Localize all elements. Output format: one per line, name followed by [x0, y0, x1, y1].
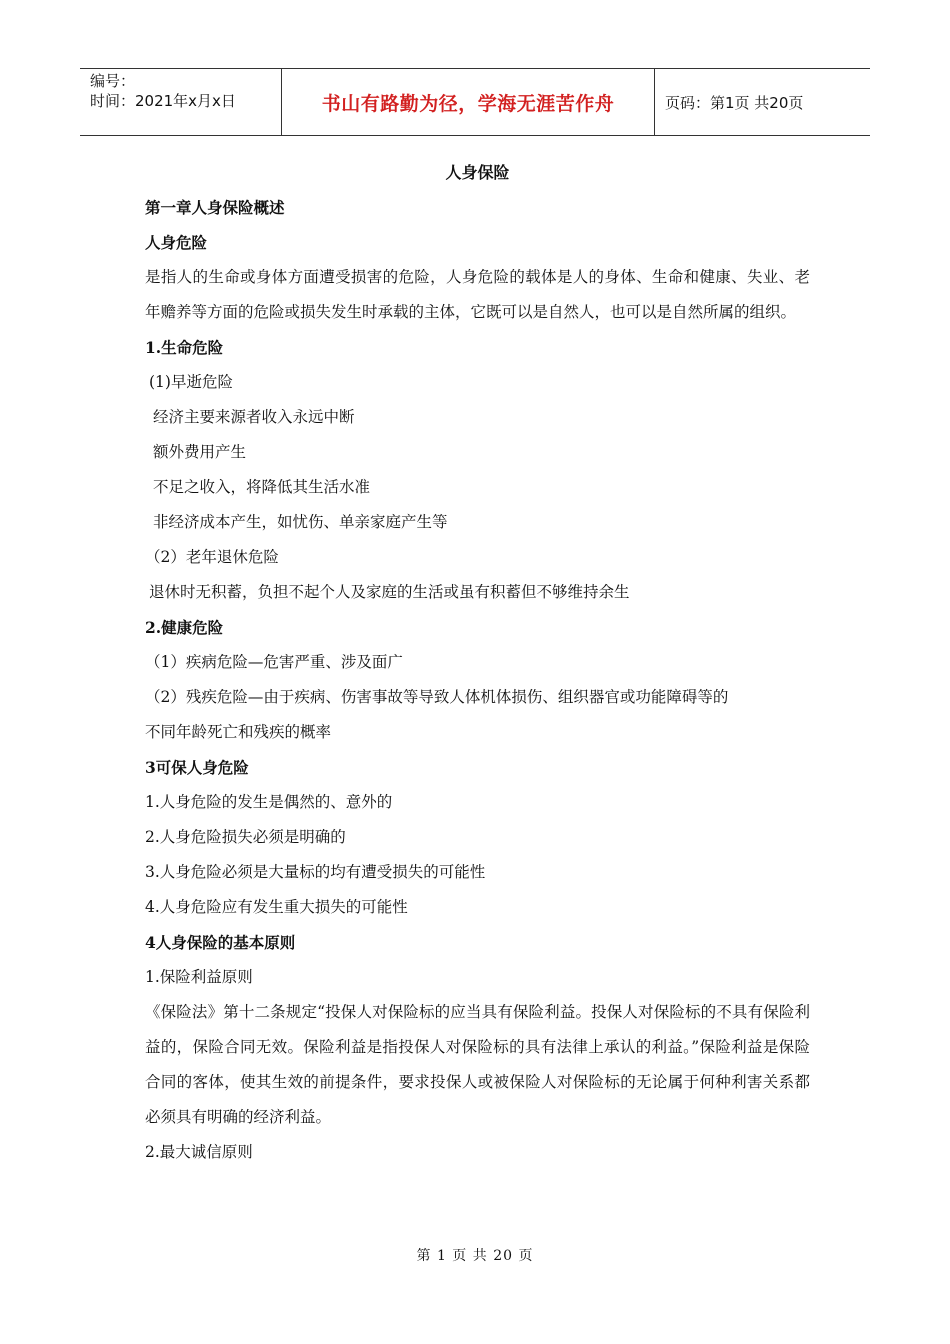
list-item: 3.人身危险必须是大量标的均有遭受损失的可能性 — [145, 863, 486, 881]
time-label: 时间：2021年x月x日 — [90, 92, 236, 110]
subheading-early-death: (1)早逝危险 — [149, 373, 233, 391]
section-heading-insurable-risk: 3可保人身危险 — [145, 758, 249, 777]
serial-label: 编号： — [90, 72, 136, 90]
section-heading-life-risk: 1.生命危险 — [145, 338, 224, 357]
document-title: 人身保险 — [445, 163, 510, 182]
header-table — [80, 68, 870, 136]
insurable-interest-paragraph: 《保险法》第十二条规定“投保人对保险标的应当具有保险利益。投保人对保险标的不具有保险利益的，保险合同无效。保险利益是指投保人对保险标的具有法律上承认的利益。”保险利益是保险合同的客体，使其生效的前提条件，要求投保人或被保险人对保险标的无论属于何种利害关系都必须具有明确的经济利益。 — [145, 1003, 810, 1126]
list-item: 2.人身危险损失必须是明确的 — [145, 828, 346, 846]
section-heading-personal-risk: 人身危险 — [145, 233, 208, 252]
personal-risk-definition: 是指人的生命或身体方面遭受损害的危险，人身危险的载体是人的身体、生命和健康、失业、老年赡养等方面的危险或损失发生时承载的主体，它既可以是自然人，也可以是自然所属的组织。 — [145, 268, 810, 321]
retirement-description: 退休时无积蓄，负担不起个人及家庭的生活或虽有积蓄但不够维持余生 — [149, 583, 630, 601]
header-meta-cell — [80, 69, 282, 135]
header-page-cell — [655, 69, 870, 135]
page-footer: 第 1 页 共 20 页 — [416, 1248, 534, 1264]
disability-continuation: 不同年龄死亡和残疾的概率 — [145, 723, 332, 741]
section-heading-principles: 4人身保险的基本原则 — [145, 933, 296, 952]
list-item: 4.人身危险应有发生重大损失的可能性 — [145, 898, 408, 916]
motto-text: 书山有路勤为径，学海无涯苦作舟 — [321, 92, 615, 115]
list-item: 额外费用产生 — [153, 443, 247, 461]
chapter-heading: 第一章人身保险概述 — [145, 198, 285, 217]
page-label: 页码：第1页 共20页 — [665, 93, 804, 112]
subheading-disease: （1）疾病危险—危害严重、涉及面广 — [145, 653, 403, 671]
subheading-disability: （2）残疾危险—由于疾病、伤害事故等导致人体机体损伤、组织器官或功能障碍等的 — [145, 688, 729, 706]
list-item: 1.人身危险的发生是偶然的、意外的 — [145, 793, 393, 811]
list-item: 经济主要来源者收入永远中断 — [153, 408, 355, 426]
list-item: 非经济成本产生，如忧伤、单亲家庭产生等 — [153, 513, 448, 531]
principle-utmost-good-faith: 2.最大诚信原则 — [145, 1143, 253, 1161]
principle-insurable-interest: 1.保险利益原则 — [145, 968, 253, 986]
header-motto-cell — [282, 69, 655, 135]
subheading-retirement: （2）老年退休危险 — [145, 548, 279, 566]
document-body — [145, 155, 810, 1170]
section-heading-health-risk: 2.健康危险 — [145, 618, 224, 637]
list-item: 不足之收入，将降低其生活水准 — [153, 478, 371, 496]
